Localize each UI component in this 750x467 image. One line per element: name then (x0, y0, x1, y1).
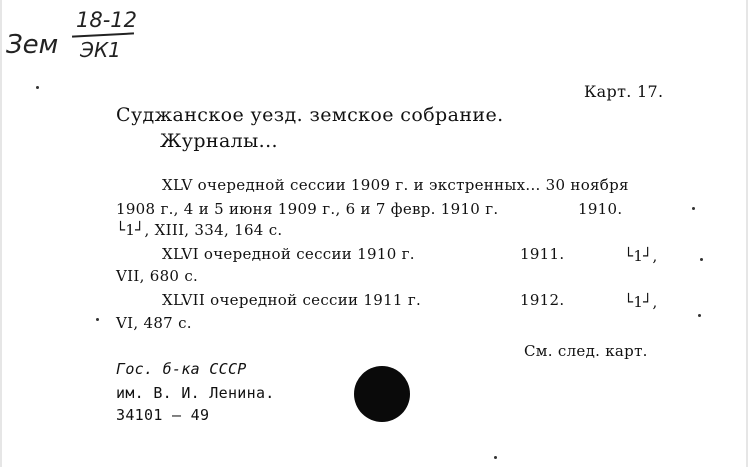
entry-3-line1: XLVII очередной сессии 1911 г. (162, 291, 422, 309)
see-next-card: См. след. карт. (524, 342, 648, 360)
card-right-edge (746, 0, 748, 467)
stamp-line3: 34101 — 49 (116, 406, 210, 424)
subheading: Журналы... (160, 130, 278, 152)
entry-2-line2: VII, 680 с. (116, 267, 199, 285)
speck (692, 207, 695, 210)
heading: Суджанское уезд. земское собрание. (116, 104, 504, 126)
handwritten-denominator: ЭК1 (80, 38, 121, 62)
entry-1-line1: XLV очередной сессии 1909 г. и экстренных... 30 ноября (162, 176, 629, 194)
entry-3-copies: └1┘, (624, 293, 658, 311)
card-left-edge (0, 0, 2, 467)
entry-3-line2: VI, 487 с. (116, 314, 192, 332)
entry-1-line2: 1908 г., 4 и 5 июня 1909 г., 6 и 7 февр. 1910 г. (116, 200, 499, 218)
stamp-line1: Гос. б-ка СССР (116, 360, 247, 378)
entry-1-line3: └1┘, XIII, 334, 164 с. (116, 221, 283, 239)
entry-1-year: 1910. (578, 200, 623, 218)
handwritten-prefix: Зем (6, 30, 59, 60)
entry-3-year: 1912. (520, 291, 565, 309)
handwritten-fraction-line (72, 32, 134, 37)
speck (698, 314, 701, 317)
speck (700, 258, 703, 261)
entry-2-copies: └1┘, (624, 247, 658, 265)
speck (96, 318, 99, 321)
handwritten-numerator: 18-12 (76, 8, 138, 32)
card-number: Карт. 17. (584, 82, 664, 101)
speck (494, 456, 497, 459)
stamp-line2: им. В. И. Ленина. (116, 384, 275, 402)
speck (36, 86, 39, 89)
punch-hole (354, 366, 410, 422)
entry-2-line1: XLVI очередной сессии 1910 г. (162, 245, 415, 263)
entry-2-year: 1911. (520, 245, 565, 263)
